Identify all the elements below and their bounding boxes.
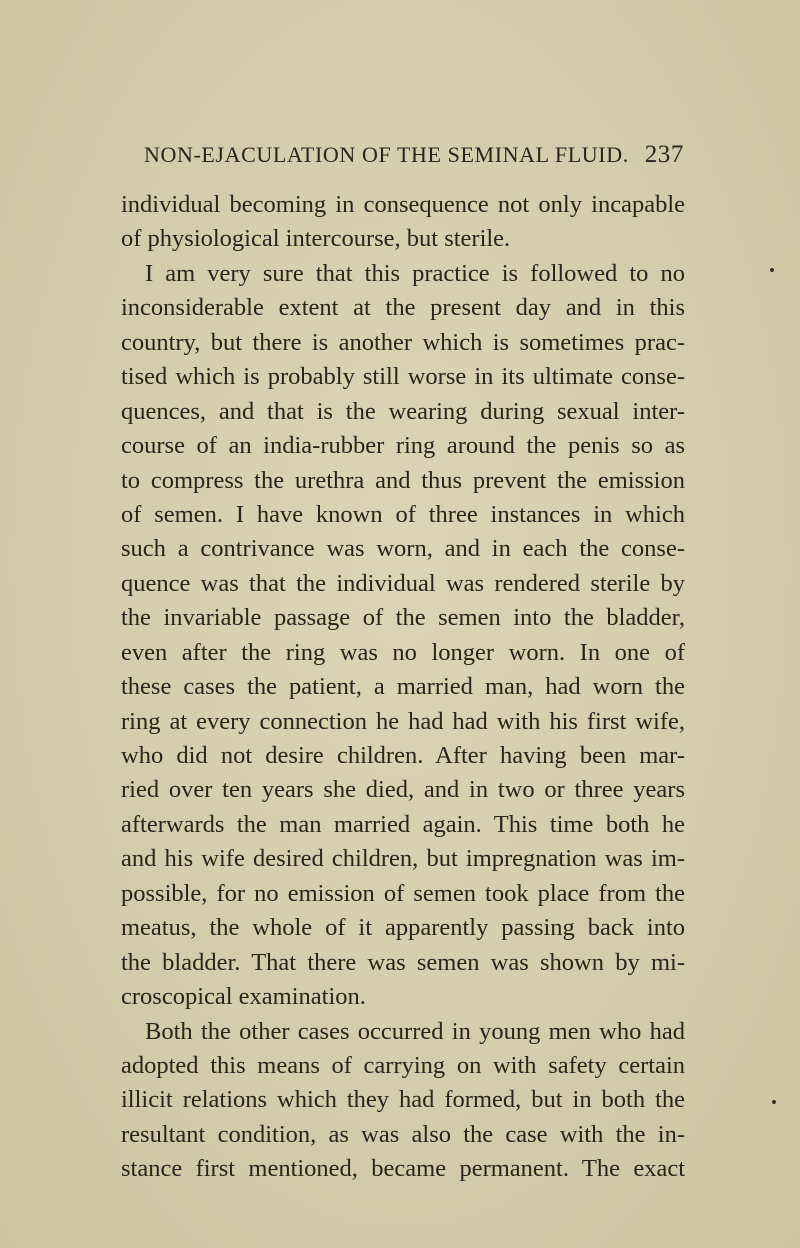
text-line: of physiological intercourse, but sterile. [121, 225, 511, 253]
text-line: I am very sure that this practice is followed to no [145, 259, 685, 287]
text-line: even after the ring was no longer worn. In one of [121, 638, 685, 666]
running-head-title: NON-EJACULATION OF THE SEMINAL FLUID. [144, 142, 629, 167]
text-line: Both the other cases occurred in young men who had [145, 1017, 685, 1045]
text-line: resultant condition, as was also the case with the in- [121, 1120, 685, 1148]
text-line: possible, for no emission of semen took place from the [121, 879, 685, 907]
text-line: individual becoming in consequence not only incapable [121, 191, 685, 218]
text-line: stance first mentioned, became permanent. The exact [121, 1155, 685, 1183]
running-head [118, 142, 684, 174]
text-line: quence was that the individual was rendered sterile by [121, 569, 685, 597]
text-line: croscopical examination. [121, 983, 366, 1011]
text-line: and his wife desired children, but impregnation was im- [121, 845, 685, 873]
text-line: meatus, the whole of it apparently passing back into [121, 914, 685, 942]
text-line: ring at every connection he had had with his first wife, [121, 707, 685, 735]
text-line: of semen. I have known of three instances in which [121, 500, 685, 528]
text-line: the invariable passage of the semen into the bladder, [121, 604, 685, 632]
text-line: these cases the patient, a married man, had worn the [121, 673, 685, 701]
text-line: ried over ten years she died, and in two or three years [121, 776, 685, 804]
text-line: who did not desire children. After having been mar- [121, 742, 685, 769]
text-line: illicit relations which they had formed, but in both the [121, 1086, 685, 1114]
margin-dot-mark [770, 268, 774, 272]
text-line: tised which is probably still worse in its ultimate conse- [121, 363, 685, 391]
text-line: such a contrivance was worn, and in each the conse- [121, 535, 685, 563]
text-line: inconsiderable extent at the present day and in this [121, 294, 685, 322]
body-text [121, 188, 685, 1187]
text-line: to compress the urethra and thus prevent the emission [121, 466, 685, 494]
text-line: adopted this means of carrying on with safety certain [121, 1051, 685, 1079]
margin-dot-mark [772, 1100, 776, 1104]
text-line: afterwards the man married again. This time both he [121, 810, 685, 838]
page-number: 237 [644, 141, 684, 168]
text-line: quences, and that is the wearing during sexual inter- [121, 397, 685, 425]
text-line: country, but there is another which is sometimes prac- [121, 328, 685, 356]
text-line: course of an india-rubber ring around the penis so as [121, 432, 685, 460]
text-line: the bladder. That there was semen was shown by mi- [121, 948, 685, 976]
